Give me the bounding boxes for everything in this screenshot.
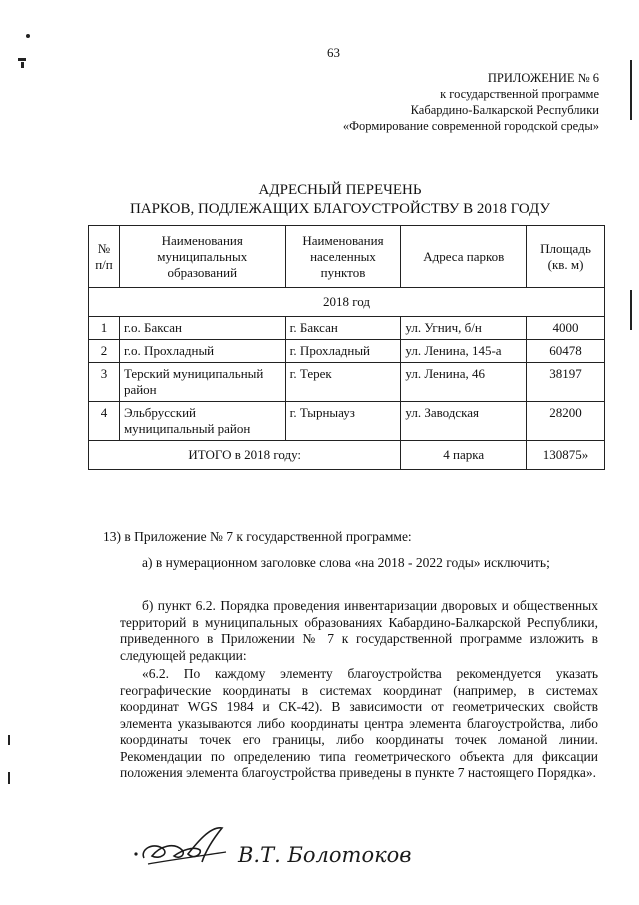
header-municipality: Наименования муниципальных образований [119, 226, 285, 288]
item-13: 13) в Приложение № 7 к государственной программе: [103, 529, 412, 544]
appendix-line: ПРИЛОЖЕНИЕ № 6 [487, 71, 599, 85]
cell-settlement: г. Баксан [285, 317, 401, 340]
signature [130, 820, 412, 885]
item-a: а) в нумерационном заголовке слова «на 2018 - 2022 годы» исключить; [142, 555, 550, 570]
scan-mark [630, 290, 632, 330]
appendix-header [279, 70, 599, 134]
total-label: ИТОГО в 2018 году: [89, 441, 401, 470]
header-address: Адреса парков [401, 226, 527, 288]
cell-address: ул. Угнич, б/н [401, 317, 527, 340]
scan-mark [21, 62, 24, 68]
appendix-line: Кабардино-Балкарской Республики [410, 103, 599, 117]
appendix-line: «Формирование современной городской среды» [342, 119, 599, 133]
cell-municipality: г.о. Баксан [119, 317, 285, 340]
quoted-paragraph: «6.2. По каждому элементу благоустройства рекомендуется указать географические координаты в системах координат (например, в системах координат WGS 1984 и СК-42). В зависимости от геометрических свойств элемента указываются либо координаты центра элемента благоустройства, либо координаты точек его границы, либо координаты точек ломаной линии. Рекомендации по определению типа геометрического объекта для фиксации положения элемента благоустройства приведены в пункте 7 настоящего Порядка». [120, 666, 598, 780]
title-line: ПАРКОВ, ПОДЛЕЖАЩИХ БЛАГОУСТРОЙСТВУ В 2018 ГОДУ [129, 201, 551, 217]
year-cell: 2018 год [89, 288, 605, 317]
parks-table [88, 225, 605, 470]
page-number: 63 [327, 45, 340, 60]
total-parks: 4 парка [401, 441, 527, 470]
cell-municipality: Эльбрусский муниципальный район [119, 402, 285, 441]
signature-text: В.Т. Болотоков [238, 843, 412, 867]
total-area: 130875» [527, 441, 605, 470]
cell-area: 28200 [527, 402, 605, 441]
scan-mark [8, 772, 10, 784]
cell-settlement: г. Прохладный [285, 340, 401, 363]
cell-area: 60478 [527, 340, 605, 363]
table-row [89, 340, 605, 363]
table-header-row [89, 226, 605, 288]
cell-address: ул. Заводская [401, 402, 527, 441]
header-area: Площадь (кв. м) [527, 226, 605, 288]
cell-area: 38197 [527, 363, 605, 402]
cell-address: ул. Ленина, 145-а [401, 340, 527, 363]
cell-settlement: г. Терек [285, 363, 401, 402]
cell-area: 4000 [527, 317, 605, 340]
total-row [89, 441, 605, 470]
cell-num: 3 [89, 363, 120, 402]
scan-mark [18, 58, 26, 61]
header-num: № п/п [89, 226, 120, 288]
scan-mark [26, 34, 30, 38]
title-line: АДРЕСНЫЙ ПЕРЕЧЕНЬ [258, 182, 422, 198]
table-row [89, 402, 605, 441]
cell-municipality: Терский муниципальный район [119, 363, 285, 402]
cell-settlement: г. Тырныауз [285, 402, 401, 441]
header-settlement: Наименования населенных пунктов [285, 226, 401, 288]
table-row [89, 363, 605, 402]
scan-mark [630, 60, 632, 120]
item-b: б) пункт 6.2. Порядка проведения инвентаризации дворовых и общественных территорий в муниципальных образованиях Кабардино-Балкарской Республики, приведенного в Приложении № 7 к государственной программе изложить в следующей редакции: [120, 598, 598, 663]
year-row [89, 288, 605, 317]
document-title [90, 181, 590, 219]
appendix-line: к государственной программе [440, 87, 599, 101]
signature-image [130, 820, 412, 880]
scan-mark [8, 735, 10, 745]
cell-num: 1 [89, 317, 120, 340]
cell-address: ул. Ленина, 46 [401, 363, 527, 402]
table-row [89, 317, 605, 340]
cell-num: 4 [89, 402, 120, 441]
cell-num: 2 [89, 340, 120, 363]
cell-municipality: г.о. Прохладный [119, 340, 285, 363]
